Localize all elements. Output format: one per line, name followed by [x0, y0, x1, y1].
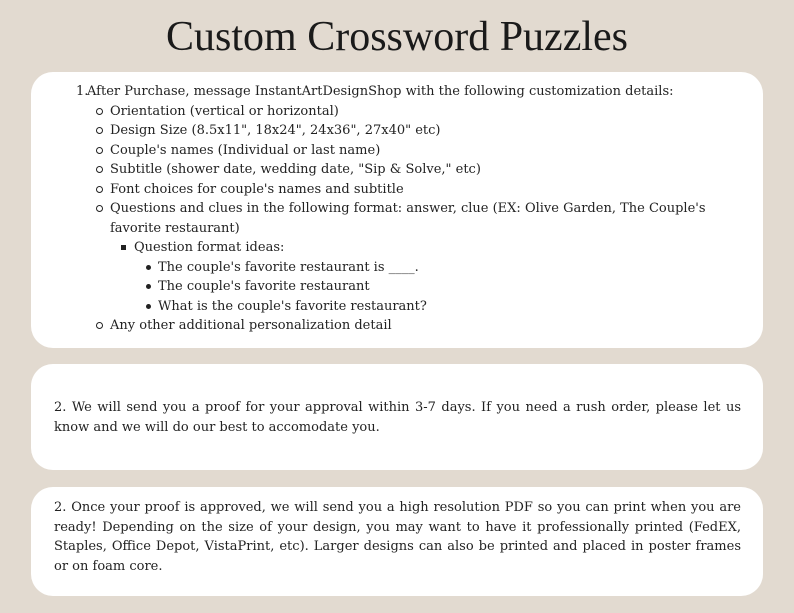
details-list	[76, 102, 745, 336]
proof-card	[31, 364, 763, 470]
print-card	[31, 487, 763, 596]
format-examples-list	[134, 258, 745, 317]
customization-details-card	[31, 72, 763, 348]
list-item	[76, 199, 745, 316]
list-item: Any other additional personalization detail	[76, 316, 745, 336]
list-item: What is the couple's favorite restaurant?	[134, 297, 745, 317]
questions-item-text: Questions and clues in the following format: answer, clue (EX: Olive Garden, The Couple's favorite restaurant)	[110, 201, 706, 236]
list-item: The couple's favorite restaurant is ____.	[134, 258, 745, 278]
proof-text: 2. We will send you a proof for your approval within 3-7 days. If you need a rush order, please let us know and we will do our best to accomodate you.	[54, 400, 741, 435]
question-format-list	[110, 238, 745, 316]
list-item: Couple's names (Individual or last name)	[76, 141, 745, 161]
list-item: Design Size (8.5x11", 18x24", 24x36", 27x40" etc)	[76, 121, 745, 141]
list-item: Font choices for couple's names and subtitle	[76, 180, 745, 200]
print-text: 2. Once your proof is approved, we will send you a high resolution PDF so you can print when you are ready! Depending on the size of your design, you may want to have it professionally printed (FedEX, Staples, Office Depot, VistaPrint, etc). Larger designs can also be printed and placed in poster frames or on foam core.	[54, 500, 741, 574]
step-heading: After Purchase, message InstantArtDesignShop with the following customization details:	[87, 84, 674, 99]
step-1	[76, 82, 745, 102]
format-heading: Question format ideas:	[134, 240, 285, 255]
list-item	[110, 238, 745, 316]
page-title: Custom Crossword Puzzles	[166, 14, 628, 60]
list-item: The couple's favorite restaurant	[134, 277, 745, 297]
list-item: Subtitle (shower date, wedding date, "Sip & Solve," etc)	[76, 160, 745, 180]
list-item: Orientation (vertical or horizontal)	[76, 102, 745, 122]
step-number: 1.	[76, 84, 89, 99]
